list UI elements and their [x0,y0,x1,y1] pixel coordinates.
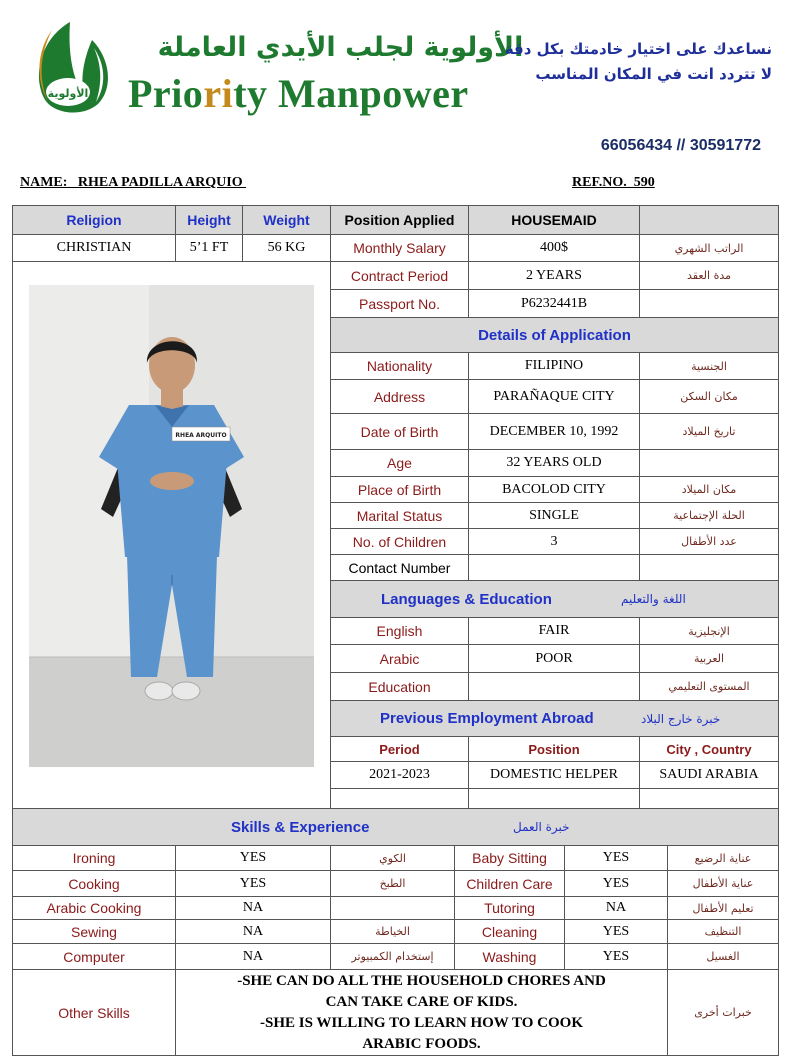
passport-number-label: Passport No. [330,289,469,318]
skill-baby-sitting-value: YES [564,845,668,871]
employment-row-2-period [330,788,469,809]
brand-name-arabic: الأولوية لجلب الأيدي العاملة [157,32,524,63]
english-label: English [330,617,469,645]
skill-children-care-arabic: عناية الأطفال [667,870,779,897]
children-count-value: 3 [468,528,640,555]
address-arabic: مكان السكن [639,379,779,414]
brand-name-accent: ri [203,71,234,116]
address-value: PARAÑAQUE CITY [468,379,640,414]
details-section-title: Details of Application [330,317,779,353]
religion-value: CHRISTIAN [12,234,176,262]
skill-washing-arabic: الغسيل [667,943,779,970]
contact-number-arabic [639,554,779,581]
english-level: FAIR [468,617,640,645]
education-value [468,672,640,701]
slogan-line-2: لا تتردد انت في المكان المناسب [535,65,772,83]
logo-emblem-text: الأولوية [47,87,89,100]
height-value: 5’1 FT [175,234,243,262]
employment-row-2-position [468,788,640,809]
skills-section-title-arabic: خبرة العمل [513,820,570,834]
skill-tutoring-value: NA [564,896,668,920]
age-arabic [639,449,779,477]
position-applied-extra [639,205,779,235]
skill-cooking-value: YES [175,870,331,897]
english-arabic: الإنجليزية [639,617,779,645]
place-of-birth-value: BACOLOD CITY [468,476,640,503]
religion-header: Religion [12,205,176,235]
contract-period-arabic: مدة العقد [639,261,779,290]
skill-cooking-label: Cooking [12,870,176,897]
employment-country-header: City , Country [639,736,779,762]
skill-children-care-value: YES [564,870,668,897]
employment-row-1-country: SAUDI ARABIA [639,761,779,789]
monthly-salary-label: Monthly Salary [330,234,469,262]
skill-sewing-arabic: الخياطة [330,919,455,944]
employment-section-header [330,700,779,737]
company-logo-emblem [22,18,118,122]
position-applied-value: HOUSEMAID [468,205,640,235]
height-header: Height [175,205,243,235]
monthly-salary-arabic: الراتب الشهري [639,234,779,262]
contract-period-label: Contract Period [330,261,469,290]
marital-status-arabic: الحلة الإجتماعية [639,502,779,529]
employment-period-header: Period [330,736,469,762]
remark-line-1: -SHE CAN DO ALL THE HOUSEHOLD CHORES AND [237,972,606,989]
date-of-birth-label: Date of Birth [330,413,469,450]
skill-washing-label: Washing [454,943,565,970]
nationality-value: FILIPINO [468,352,640,380]
remark-line-2: CAN TAKE CARE OF KIDS. [325,993,518,1010]
children-count-arabic: عدد الأطفال [639,528,779,555]
skill-cleaning-arabic: التنظيف [667,919,779,944]
skill-tutoring-arabic: تعليم الأطفال [667,896,779,920]
arabic-arabic: العربية [639,644,779,673]
remark-line-3: -SHE IS WILLING TO LEARN HOW TO COOK [259,1014,584,1031]
position-applied-header: Position Applied [330,205,469,235]
skill-arabic-cooking-label: Arabic Cooking [12,896,176,920]
education-arabic: المستوى التعليمي [639,672,779,701]
skill-cleaning-label: Cleaning [454,919,565,944]
skill-cooking-arabic: الطبخ [330,870,455,897]
skills-section-title: Skills & Experience [231,818,370,836]
skill-computer-label: Computer [12,943,176,970]
slogan-line-1: نساعدك على اختيار خادمتك بكل دقة [504,40,772,58]
skill-tutoring-label: Tutoring [454,896,565,920]
candidate-photo-illustration [29,285,314,767]
languages-section-title: Languages & Education [381,590,552,608]
skill-computer-arabic: إستخدام الكمبيوتر [330,943,455,970]
contact-number-value [468,554,640,581]
weight-header: Weight [242,205,331,235]
photo-name-tag: RHEA ARQUITO [175,432,227,439]
marital-status-label: Marital Status [330,502,469,529]
skill-ironing-label: Ironing [12,845,176,871]
address-label: Address [330,379,469,414]
age-label: Age [330,449,469,477]
marital-status-value: SINGLE [468,502,640,529]
weight-value: 56 KG [242,234,331,262]
skill-children-care-label: Children Care [454,870,565,897]
other-skills-label: Other Skills [12,969,176,1056]
monthly-salary-value: 400$ [468,234,640,262]
children-count-label: No. of Children [330,528,469,555]
place-of-birth-label: Place of Birth [330,476,469,503]
brand-name-english [128,70,553,117]
age-value: 32 YEARS OLD [468,449,640,477]
skill-baby-sitting-label: Baby Sitting [454,845,565,871]
arabic-label: Arabic [330,644,469,673]
remark-line-4: ARABIC FOODS. [362,1035,481,1052]
contract-period-value: 2 YEARS [468,261,640,290]
skill-cleaning-value: YES [564,919,668,944]
skill-baby-sitting-arabic: عناية الرضيع [667,845,779,871]
nationality-arabic: الجنسية [639,352,779,380]
employment-row-1-position: DOMESTIC HELPER [468,761,640,789]
skill-ironing-arabic: الكوي [330,845,455,871]
other-skills-remarks [175,969,668,1056]
arabic-level: POOR [468,644,640,673]
skill-ironing-value: YES [175,845,331,871]
languages-section-title-arabic: اللغة والتعليم [621,592,686,606]
skill-sewing-label: Sewing [12,919,176,944]
candidate-photo [29,285,314,767]
employment-row-2-country [639,788,779,809]
brand-name-part-2: ty Manpower [233,71,469,116]
passport-number-arabic [639,289,779,318]
skill-arabic-cooking-arabic [330,896,455,920]
date-of-birth-value: DECEMBER 10, 1992 [468,413,640,450]
employment-position-header: Position [468,736,640,762]
skill-arabic-cooking-value: NA [175,896,331,920]
place-of-birth-arabic: مكان الميلاد [639,476,779,503]
reference-number: REF.NO. 590 [572,175,655,190]
phone-numbers: 66056434 // 30591772 [600,137,761,154]
nationality-label: Nationality [330,352,469,380]
employment-section-title-arabic: خبرة خارج البلاد [641,711,721,726]
date-of-birth-arabic: تاريخ الميلاد [639,413,779,450]
skills-section-header [12,808,779,846]
skill-washing-value: YES [564,943,668,970]
languages-section-header [330,580,779,618]
candidate-name: NAME: RHEA PADILLA ARQUIO [20,175,247,190]
brand-name-part-1: Prio [128,71,204,116]
education-label: Education [330,672,469,701]
employment-section-title: Previous Employment Abroad [380,710,594,727]
employment-row-1-period: 2021-2023 [330,761,469,789]
passport-number-value: P6232441B [468,289,640,318]
skill-sewing-value: NA [175,919,331,944]
other-skills-arabic: خبرات أخرى [667,969,779,1056]
skill-computer-value: NA [175,943,331,970]
contact-number-label: Contact Number [330,554,469,581]
